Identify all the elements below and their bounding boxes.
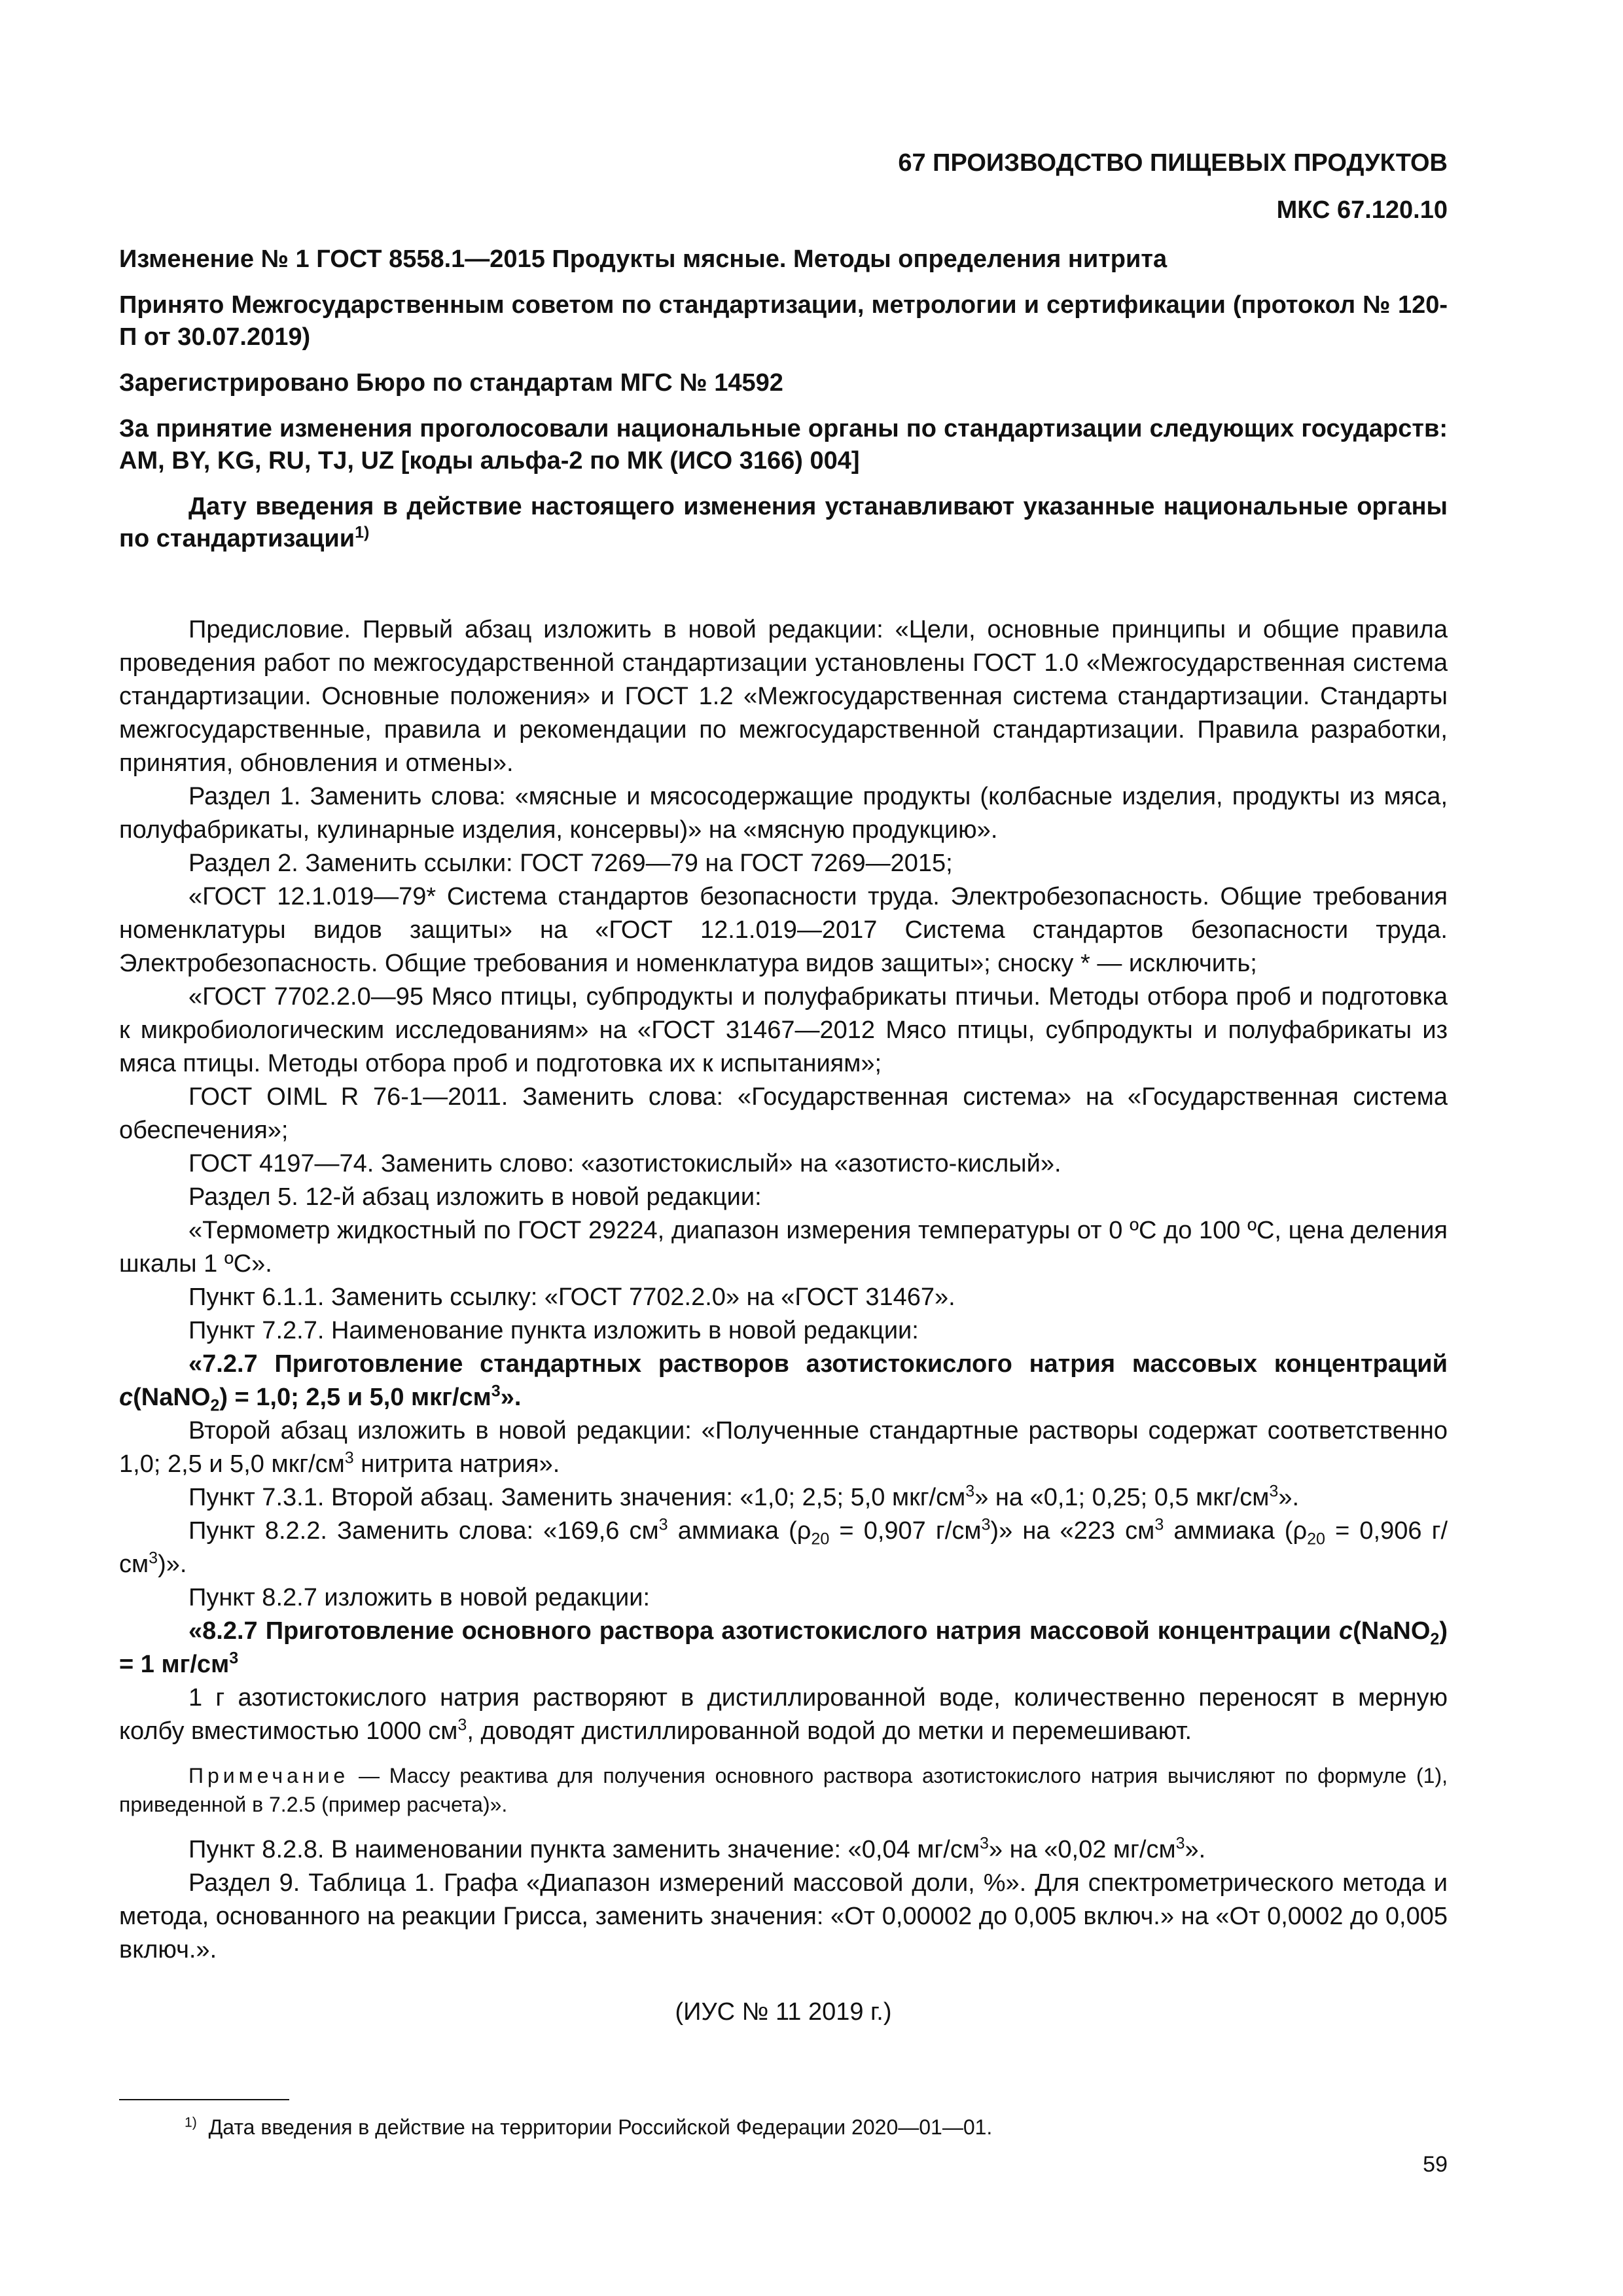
paragraph-gost-4197: ГОСТ 4197—74. Заменить слово: «азотистокислый» на «азотисто-кислый». (188, 1150, 1061, 1177)
page-number: 59 (1423, 2152, 1448, 2177)
paragraph-7-3-1: Пункт 7.3.1. Второй абзац. Заменить значения: «1,0; 2,5; 5,0 мкг/$см^3$» на «0,1; 0,25; 0,5 мкг/$см^3$». (188, 1482, 1300, 1511)
paragraph-7-2-7: Пункт 7.2.7. Наименование пункта изложить в новой редакции: (188, 1317, 919, 1344)
footnote-marker: 1) (185, 2115, 197, 2130)
paragraph-preface: Предисловие. Первый абзац изложить в новой редакции: «Цели, основные принципы и общие правила проведения работ по межгосударственной стандартизации установлены ГОСТ 1.0 «Межгосударственная система стандартизации. Основные положения» и ГОСТ 1.2 «Межгосударственная система стандартизации. Стандарты межгосударственные, правила и рекомендации по межгосударственной стандартизации. Правила разработки, принятия, обновления и отмены». (119, 616, 1448, 777)
registration-statement: Зарегистрировано Бюро по стандартам МГС № 14592 (119, 369, 783, 397)
footnote: $^{1)}$ Дата введения в действие на территории Российской Федерации 2020—01—01. (185, 2115, 993, 2139)
section-title: 67 ПРОИЗВОДСТВО ПИЩЕВЫХ ПРОДУКТОВ (898, 149, 1448, 177)
effective-date-statement: Дату введения в действие настоящего изменения устанавливают указанные национальные органы по стандартизации$^{1)}$ (119, 493, 1448, 552)
change-title: Изменение № 1 ГОСТ 8558.1—2015 Продукты мясные. Методы определения нитрита (119, 245, 1168, 273)
note: Примечание — Массу реактива для получения основного раствора азотистокислого натрия вычисляют по формуле (1), приведенной в 7.2.5 (пример расчета)». (119, 1764, 1448, 1816)
paragraph-second-abzac: Второй абзац изложить в новой редакции: «Полученные стандартные растворы содержат соответственно 1,0; 2,5 и 5,0 мкг/$см^3$ нитрита натрия». (119, 1417, 1448, 1478)
paragraph-preparation: 1 г азотистокислого натрия растворяют в дистиллированной воде, количественно переносят в мерную колбу вместимостью 1000 $см^3$, доводят дистиллированной водой до метки и перемешивают. (119, 1684, 1448, 1745)
voting-statement: За принятие изменения проголосовали национальные органы по стандартизации следующих государств: AM, BY, KG, RU, TJ, UZ [коды альфа-2 по МК (ИСО 3166) 004] (119, 415, 1448, 475)
adopted-statement: Принято Межгосударственным советом по стандартизации, метрологии и сертификации (протокол № 120-П от 30.07.2019) (119, 291, 1448, 351)
paragraph-gost-12-1-019: «ГОСТ 12.1.019—79* Система стандартов безопасности труда. Электробезопасность. Общие требования номенклатуры видов защиты» на «ГОСТ 12.1.019—2017 Система стандартов безопасности труда. Электробезопасность. Общие требования и номенклатура видов защиты»; сноску * — исключить; (119, 883, 1448, 977)
paragraph-8-2-8: Пункт 8.2.8. В наименовании пункта заменить значение: «0,04 $мг/см^3$» на «0,02 $мг/см^3$». (188, 1834, 1206, 1863)
paragraph-6-1-1: Пункт 6.1.1. Заменить ссылку: «ГОСТ 7702.2.0» на «ГОСТ 31467». (188, 1283, 955, 1311)
paragraph-gost-7702: «ГОСТ 7702.2.0—95 Мясо птицы, субпродукты и полуфабрикаты птичьи. Методы отбора проб и подготовка к микробиологическим исследованиям» на «ГОСТ 31467—2012 Мясо птицы, субпродукты и полуфабрикаты из мяса птицы. Методы отбора проб и подготовка их к испытаниям»; (119, 983, 1448, 1077)
paragraph-section-1: Раздел 1. Заменить слова: «мясные и мясосодержащие продукты (колбасные изделия, продукты из мяса, полуфабрикаты, кулинарные изделия, консервы)» на «мясную продукцию». (119, 783, 1448, 844)
paragraph-section-5: Раздел 5. 12-й абзац изложить в новой редакции: (188, 1183, 762, 1211)
heading-7-2-7: «7.2.7 Приготовление стандартных растворов азотистокислого натрия массовых концентраций c(NaNO$_2$) = 1,0; 2,5 и 5,0 мкг/$см^3$». (119, 1350, 1448, 1415)
header-block (119, 243, 1448, 555)
note-label: Примечание (188, 1764, 349, 1787)
paragraph-8-2-2: Пункт 8.2.2. Заменить слова: «169,6 $см^3$ аммиака ($\rho_{20} = 0,907$ $г/см^3$)» на «223 $см^3$ аммиака ($\rho_{20} = 0,906$ $г/см^3$)». (119, 1515, 1448, 1578)
paragraph-section-2: Раздел 2. Заменить ссылки: ГОСТ 7269—79 на ГОСТ 7269—2015; (188, 850, 953, 877)
footnote-separator (119, 2099, 289, 2100)
paragraph-thermometer: «Термометр жидкостный по ГОСТ 29224, диапазон измерения температуры от 0 ºС до 100 ºС, цена деления шкалы 1 ºС». (119, 1217, 1448, 1278)
paragraph-8-2-7: Пункт 8.2.7 изложить в новой редакции: (188, 1584, 651, 1611)
source-reference: (ИУС № 11 2019 г.) (675, 1998, 892, 2026)
paragraph-oiml: ГОСТ OIML R 76-1—2011. Заменить слова: «Государственная система» на «Государственная система обеспечения»; (119, 1083, 1448, 1144)
heading-8-2-7: «8.2.7 Приготовление основного раствора азотистокислого натрия массовой концентрации c(NaNO$_2$) = 1 $мг/см^3$ (119, 1617, 1448, 1678)
change-text (119, 613, 1448, 2029)
paragraph-section-9: Раздел 9. Таблица 1. Графа «Диапазон измерений массовой доли, %». Для спектрометрического метода и метода, основанного на реакции Грисса, заменить значения: «От 0,00002 до 0,005 включ.» на «От 0,0002 до 0,005 включ.». (119, 1869, 1448, 1964)
footnote-reference: 1) (355, 523, 370, 542)
classifier-code: МКС 67.120.10 (1276, 196, 1448, 224)
